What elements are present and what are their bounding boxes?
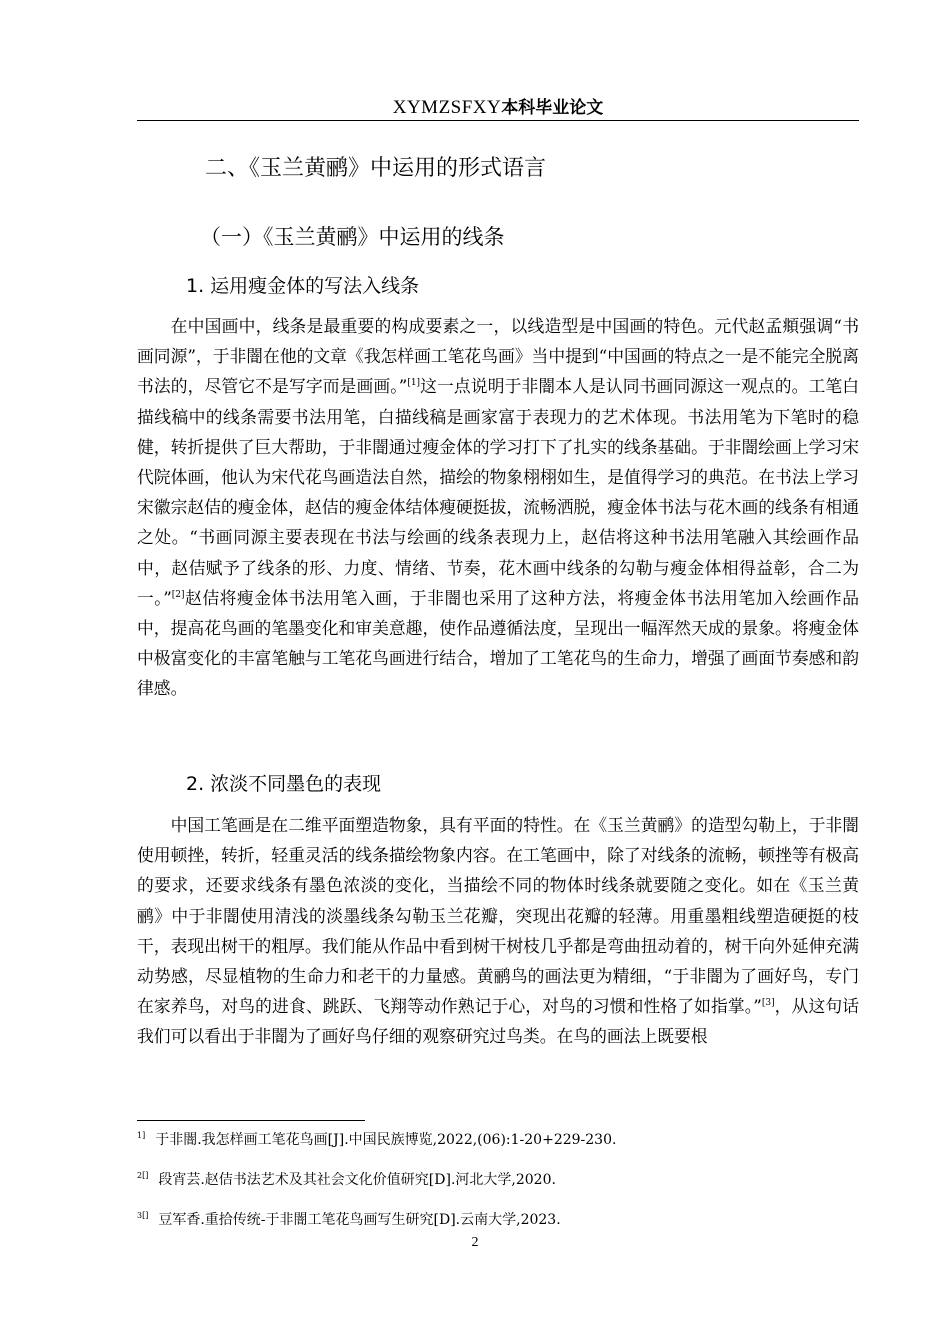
footnote-1 [137,1130,616,1150]
page-number: 2 [471,1235,479,1250]
paragraph-2-text-b: ，从这句话我们可以看出于非闇为了画好鸟仔细的观察研究过鸟类。在鸟的画法上既要根 [137,996,859,1047]
footnote-mark-2: 2[] [137,1171,149,1180]
page-header [137,94,859,121]
footnote-2 [137,1170,556,1190]
footnote-text-1: 于非闇.我怎样画工笔花鸟画[J].中国民族博览,2022,(06):1-20+229-230. [155,1132,617,1148]
paragraph-1 [137,311,859,704]
paragraph-1-text-a: 在中国画中，线条是最重要的构成要素之一，以线造型是中国画的特色。元代赵孟頫强调“书画同源”，于非闇在他的文章《我怎样画工笔花鸟画》当中提到“中国画的特点之一是不能完全脱离书法的，尽管它不是写字而是画画。” [137,316,859,397]
paragraph-1-text-b: 这一点说明于非闇本人是认同书画同源这一观点的。工笔白描线稿中的线条需要书法用笔，白描线稿是画家富于表现力的艺术体现。书法用笔为下笔时的稳健，转折提供了巨大帮助，于非闇通过瘦金体的学习打下了扎实的线条基础。于非闇绘画上学习宋代院体画，他认为宋代花鸟画造法自然，描绘的物象栩栩如生，是值得学习的典范。在书法上学习宋徽宗赵佶的瘦金体，赵佶的瘦金体结体瘦硬挺拔，流畅洒脱，瘦金体书法与花木画的线条有相通之处。“书画同源主要表现在书法与绘画的线条表现力上，赵佶将这种书法用笔融入其绘画作品中，赵佶赋予了线条的形、力度、情绪、节奏，花木画中线条的勾勒与瘦金体相得益彰，合二为一。” [137,376,859,608]
footnote-mark-1: 1] [137,1131,146,1140]
citation-2[interactable]: [2] [171,589,185,600]
footnote-mark-3: 3[] [137,1211,149,1220]
header-code: XYMZSFXY [392,97,502,118]
header-suffix: 本科毕业论文 [501,98,604,118]
section-heading: （一）《玉兰黄鹂》中运用的线条 [200,225,505,249]
citation-3[interactable]: [3] [761,998,775,1009]
paragraph-2-text-a: 中国工笔画是在二维平面塑造物象，具有平面的特性。在《玉兰黄鹂》的造型勾勒上，于非闇使用顿挫，转折，轻重灵活的线条描绘物象内容。在工笔画中，除了对线条的流畅，顿挫等有极高的要求，还要求线条有墨色浓淡的变化，当描绘不同的物体时线条就要随之变化。如在《玉兰黄鹂》中于非闇使用清浅的淡墨线条勾勒玉兰花瓣，突现出花瓣的轻薄。用重墨粗线塑造硬挺的枝干，表现出树干的粗厚。我们能从作品中看到树干树枝几乎都是弯曲扭动着的，树干向外延伸充满动势感，尽显植物的生命力和老干的力量感。黄鹂鸟的画法更为精细，“于非闇为了画好鸟，专门在家养鸟，对鸟的进食、跳跃、飞翔等动作熟记于心，对鸟的习惯和性格了如指掌。” [137,815,859,1017]
footnote-divider [137,1120,365,1121]
footnote-text-2: 段宵芸.赵佶书法艺术及其社会文化价值研究[D].河北大学,2020. [158,1172,556,1188]
citation-1[interactable]: [1] [407,378,421,389]
subsection-heading-1: 1. 运用瘦金体的写法入线条 [186,275,420,297]
chapter-title: 二、《玉兰黄鹂》中运用的形式语言 [205,156,547,181]
paragraph-2 [137,810,859,1052]
subsection-heading-2: 2. 浓淡不同墨色的表现 [186,773,382,795]
footnote-text-3: 豆军香.重拾传统-于非闇工笔花鸟画写生研究[D].云南大学,2023. [158,1212,561,1228]
paragraph-1-text-c: 赵佶将瘦金体书法用笔入画，于非闇也采用了这种方法，将瘦金体书法用笔加入绘画作品中，提高花鸟画的笔墨变化和审美意趣，使作品遵循法度，呈现出一幅浑然天成的景象。将瘦金体中极富变化的丰富笔触与工笔花鸟画进行结合，增加了工笔花鸟的生命力，增强了画面节奏感和韵律感。 [137,587,859,699]
footnote-3 [137,1210,561,1230]
